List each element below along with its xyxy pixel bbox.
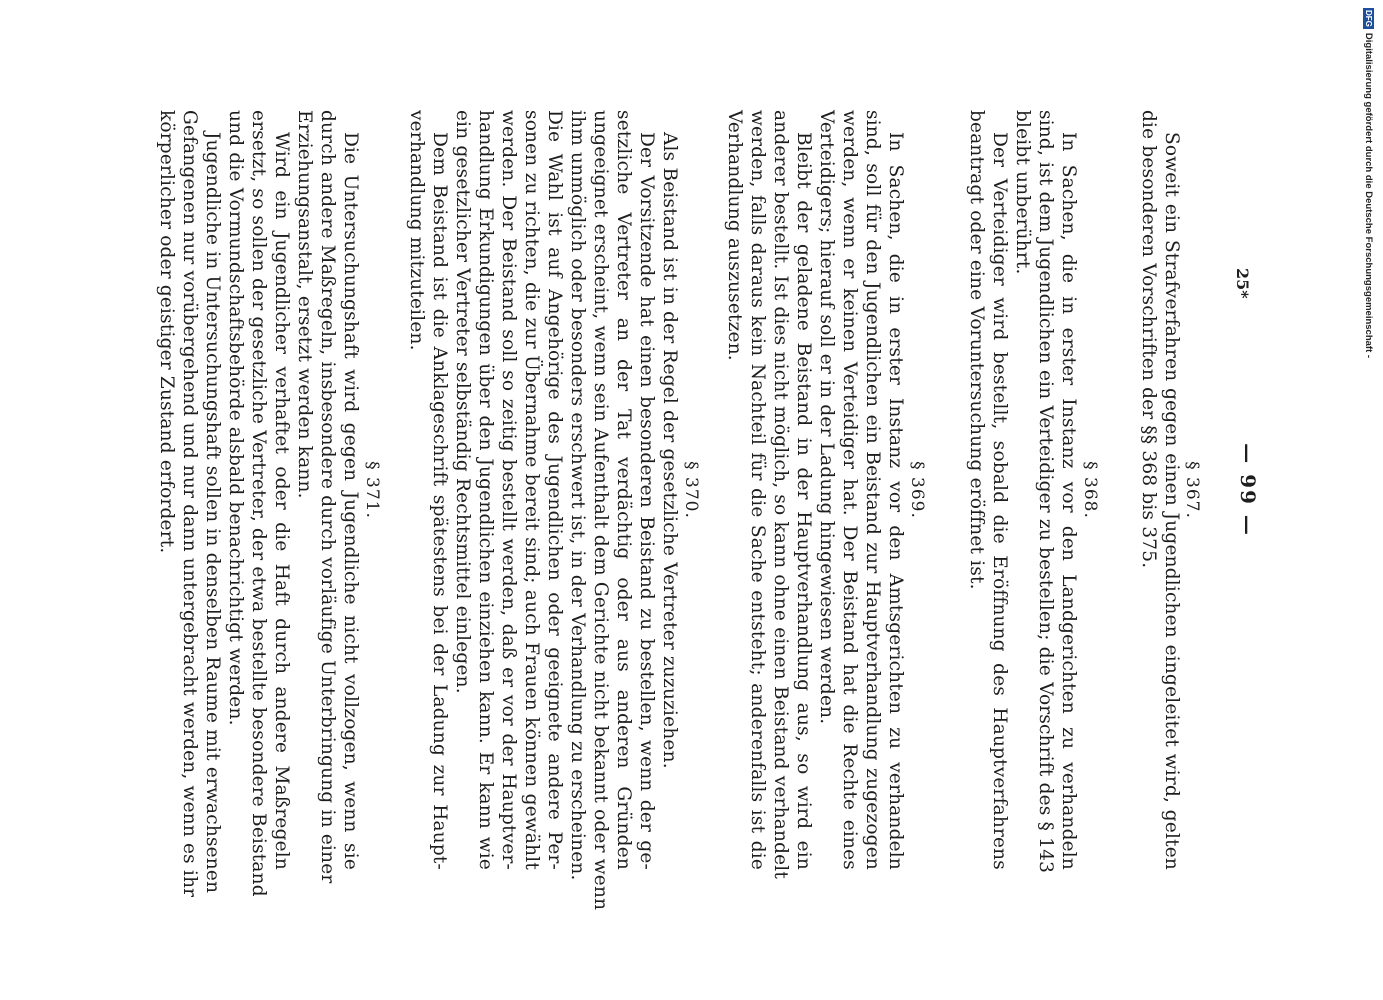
text-line: sonen zu richten, die zur Übernahme bereit sind; auch Frauen können gewählt xyxy=(521,110,542,870)
text-line: sind, soll für den Jugendlichen ein Beistand zur Hauptverhandlung zugezogen xyxy=(862,110,883,870)
text-line: In Sachen, die in erster Instanz vor den Landgerichten zu verhandeln xyxy=(1058,132,1079,870)
text-line: körperlicher oder geistiger Zustand erfordert. xyxy=(156,110,177,554)
text-line: anderer bestellt. Ist dies nicht möglich, so kann ohne einen Beistand verhandelt xyxy=(770,110,791,880)
text-line: Der Verteidiger wird bestellt, sobald die Eröffnung des Hauptverfahrens xyxy=(989,132,1010,870)
text-line: Die Wahl ist auf Angehörige des Jugendlichen oder geeignete andere Per- xyxy=(544,110,565,870)
text-line: ungeeignet erscheint, wenn sein Aufenthalt dem Gerichte nicht bekannt oder wenn xyxy=(590,110,611,911)
signature-mark: 25* xyxy=(1233,268,1252,299)
text-line: Als Beistand ist in der Regel der gesetzliche Vertreter zuzuziehen. xyxy=(659,132,680,769)
section-heading-368: § 368. xyxy=(1080,461,1100,519)
text-line: durch andere Maßregeln, insbesondere durch vorläufige Unterbringung in einer xyxy=(317,110,338,884)
text-line: Gefangenen nur vorübergehend und nur dann untergebracht werden, wenn es ihr xyxy=(179,110,200,898)
text-line: Bleibt der geladene Beistand in der Hauptverhandlung aus, so wird ein xyxy=(793,132,814,870)
dfg-sidenote-text xyxy=(1362,8,1376,388)
text-line: beantragt oder eine Voruntersuchung eröffnet ist. xyxy=(966,110,987,590)
text-line: bleibt unberührt. xyxy=(1012,110,1033,275)
text-line: ein gesetzlicher Vertreter selbständig Rechtsmittel einlegen. xyxy=(452,110,473,694)
text-line: die besonderen Vorschriften der §§ 368 bis 375. xyxy=(1138,110,1159,569)
dfg-logo: DFG xyxy=(1364,10,1374,27)
text-line: Der Vorsitzende hat einen besonderen Beistand zu bestellen, wenn der ge- xyxy=(636,132,657,870)
text-line: Verhandlung auszusetzen. xyxy=(724,110,745,361)
text-line: handlung Erkundigungen über den Jugendlichen einziehen kann. Er kann wie xyxy=(475,110,496,870)
text-line: ihm unmöglich oder besonders erschwert ist, in der Verhandlung zu erscheinen. xyxy=(567,110,588,881)
text-line: Die Untersuchungshaft wird gegen Jugendliche nicht vollzogen, wenn sie xyxy=(340,132,361,870)
text-line: Wird ein Jugendlicher verhaftet oder die Haft durch andere Maßregeln xyxy=(271,132,292,870)
page-number-header: — 99 — xyxy=(1236,443,1260,537)
text-line: ersetzt, so sollen der gesetzliche Vertreter, der etwa bestellte besondere Beistand xyxy=(248,110,269,897)
text-line: werden, wenn er keinen Verteidiger hat. Der Beistand hat die Rechte eines xyxy=(839,110,860,870)
text-line: werden, falls daraus kein Nachteil für die Sache entsteht; anderenfalls ist die xyxy=(747,110,768,870)
text-line: Dem Beistand ist die Anklageschrift spätestens bei der Ladung zur Haupt- xyxy=(429,132,450,870)
dfg-caption: Digitalisierung gefördert durch die Deutsche Forschungsgemeinschaft - xyxy=(1363,32,1375,359)
section-heading-370: § 370. xyxy=(681,461,701,519)
section-heading-369: § 369. xyxy=(907,461,927,519)
text-line: Soweit ein Strafverfahren gegen einen Jugendlichen eingeleitet wird, gelten xyxy=(1161,132,1182,870)
text-line: Jugendliche in Untersuchungshaft sollen in denselben Raume mit erwachsenen xyxy=(202,132,223,894)
text-line: In Sachen, die in erster Instanz vor den Amtsgerichten zu verhandeln xyxy=(885,132,906,870)
text-line: Erziehungsanstalt, ersetzt werden kann. xyxy=(294,110,315,499)
text-line: und die Vormundschaftsbehörde alsbald benachrichtigt werden. xyxy=(225,110,246,726)
text-line: verhandlung mitzuteilen. xyxy=(406,110,427,351)
text-line: Verteidigers; hierauf soll er in der Ladung hingewiesen werden. xyxy=(816,110,837,725)
section-heading-371: § 371. xyxy=(362,461,382,519)
text-line: werden. Der Beistand soll so zeitig bestellt werden, daß er vor der Hauptver- xyxy=(498,110,519,870)
rotated-page xyxy=(156,110,1260,911)
text-line: setzliche Vertreter an der Tat verdächtig oder aus anderen Gründen xyxy=(613,110,634,870)
dfg-sidenote xyxy=(1362,8,1376,388)
text-line: sind, ist dem Jugendlichen ein Verteidiger zu bestellen; die Vorschrift des § 143 xyxy=(1035,110,1056,874)
section-heading-367: § 367. xyxy=(1182,461,1202,519)
